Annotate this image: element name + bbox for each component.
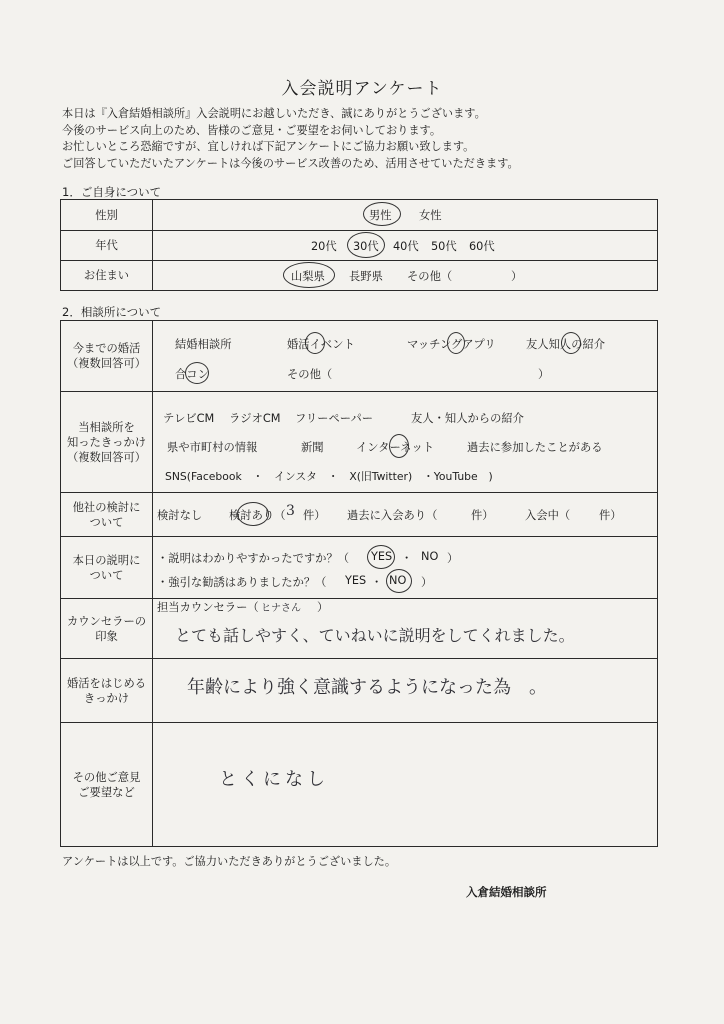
option-20s[interactable]: 20代 [311, 240, 337, 253]
intro-text [62, 106, 519, 172]
selection-circle [367, 545, 395, 569]
option-radio-cm[interactable]: ラジオCM [229, 412, 281, 425]
separator: ・ [401, 552, 413, 565]
option-30s[interactable]: 30代 [353, 240, 379, 253]
check-mark [389, 434, 409, 458]
label-line: カウンセラーの [66, 614, 147, 628]
option-past-member[interactable]: 過去に入会あり（ [347, 509, 438, 522]
question-pressure: ・強引な勧誘はありましたか？（ [157, 576, 327, 589]
handwritten-counselor-name: ヒナさん [261, 603, 301, 614]
option-not-considered[interactable]: 検討なし [157, 509, 203, 522]
label-line: （複数回答可） [66, 450, 147, 464]
separator: ・ [371, 576, 383, 589]
option-tv-cm[interactable]: テレビCM [163, 412, 215, 425]
answer-yes[interactable]: YES [345, 574, 367, 587]
comments-content [153, 723, 658, 847]
age-options [153, 231, 658, 261]
label-line: 今までの婚活 [72, 342, 141, 355]
other-agencies-options [153, 493, 658, 537]
option-other-close: ） [511, 270, 523, 283]
option-50s[interactable]: 50代 [431, 240, 457, 253]
label-line: ついて [89, 515, 124, 529]
selection-circle [283, 262, 335, 288]
option-considered[interactable]: 検討あり（ [229, 509, 286, 522]
explanation-label [61, 537, 153, 599]
selection-circle [347, 232, 385, 258]
section2-table [60, 320, 658, 847]
check-mark [447, 332, 465, 354]
option-60s[interactable]: 60代 [469, 240, 495, 253]
handwritten-reason: 年齢により強く意識するようになった為 。 [187, 677, 547, 698]
answer-yes[interactable]: YES [371, 550, 393, 563]
option-local-gov[interactable]: 県や市町村の情報 [167, 441, 258, 454]
handwritten-count: 3 [286, 503, 295, 519]
residence-label: お住まい [61, 261, 153, 291]
option-konkatsu-event[interactable]: 婚活イベント [287, 338, 355, 351]
handwritten-comments: とくになし [219, 769, 329, 790]
counselor-name-suffix: ） [317, 601, 329, 614]
question-clarity: ・説明はわかりやすかったですか？（ [157, 552, 350, 565]
intro-line: 今後のサービス向上のため、皆様のご意見・ご要望をお伺いしております。 [62, 123, 442, 137]
option-friend-intro[interactable]: 友人知人の紹介 [526, 338, 606, 351]
answer-no[interactable]: NO [421, 550, 439, 563]
label-line: 他社の検討に [72, 500, 141, 514]
close-paren: ） [421, 576, 433, 589]
selection-circle [363, 202, 401, 226]
label-line: ご要望など [78, 785, 135, 799]
answer-no[interactable]: NO [389, 574, 407, 587]
option-matching-app[interactable]: マッチングアプリ [407, 338, 496, 351]
trigger-options [153, 392, 658, 493]
comments-label [61, 723, 153, 847]
trigger-label [61, 392, 153, 493]
option-other-close: ） [538, 368, 550, 381]
intro-line: 本日は『入倉結婚相談所』入会説明にお越しいただき、誠にありがとうございます。 [62, 107, 486, 120]
option-friend[interactable]: 友人・知人からの紹介 [411, 412, 524, 425]
reason-content [153, 659, 658, 723]
label-line: 婚活をはじめる [66, 676, 147, 690]
label-line: 印象 [95, 629, 118, 643]
check-mark [305, 332, 325, 354]
page-title: 入会説明アンケート [281, 79, 443, 99]
label-line: 知ったきっかけ [66, 435, 147, 449]
option-free-paper[interactable]: フリーペーパー [295, 412, 374, 425]
activities-label [61, 321, 153, 392]
label-line: ついて [89, 568, 124, 582]
section1-heading: 1．ご自身について [62, 185, 162, 199]
organization-name: 入倉結婚相談所 [466, 885, 547, 899]
option-other[interactable]: その他（ [287, 368, 333, 381]
option-female[interactable]: 女性 [419, 209, 442, 222]
explanation-questions [153, 537, 658, 599]
footer-text: アンケートは以上です。ご協力いただきありがとうございました。 [62, 855, 397, 868]
option-internet[interactable]: インターネット [356, 441, 435, 454]
section1-table [60, 199, 658, 291]
option-male[interactable]: 男性 [369, 209, 392, 222]
option-newspaper[interactable]: 新聞 [301, 441, 324, 454]
option-current-member[interactable]: 入会中（ [525, 509, 571, 522]
other-agencies-label [61, 493, 153, 537]
option-nagano[interactable]: 長野県 [349, 270, 383, 283]
counselor-label [61, 599, 153, 659]
reason-label [61, 659, 153, 723]
count-close: 件） [599, 509, 622, 522]
option-sns[interactable]: SNS(Facebook ・ インスタ ・ X(旧Twitter) ・YouTube ) [165, 470, 493, 483]
option-marriage-agency[interactable]: 結婚相談所 [175, 338, 232, 351]
count-close: 件） [303, 509, 326, 522]
selection-circle [386, 569, 412, 593]
label-line: その他ご意見 [72, 770, 141, 784]
age-label: 年代 [61, 231, 153, 261]
option-past-participation[interactable]: 過去に参加したことがある [467, 441, 603, 454]
count-close: 件） [471, 509, 494, 522]
check-mark [185, 362, 209, 384]
counselor-content [153, 599, 658, 659]
check-mark [237, 502, 269, 526]
label-line: 当相談所を [78, 420, 135, 434]
activities-options [153, 321, 658, 392]
label-line: 本日の説明に [72, 553, 141, 567]
intro-line: お忙しいところ恐縮ですが、宜しければ下記アンケートにご協力お願い致します。 [62, 140, 475, 153]
close-paren: ） [447, 552, 459, 565]
handwritten-counselor-comment: とても話しやすく、ていねいに説明をしてくれました。 [175, 626, 575, 645]
option-other[interactable]: その他（ [407, 270, 453, 283]
option-40s[interactable]: 40代 [393, 240, 419, 253]
gender-options [153, 200, 658, 231]
option-goukon[interactable]: 合コン [175, 368, 209, 381]
residence-options [153, 261, 658, 291]
option-yamanashi[interactable]: 山梨県 [291, 270, 325, 283]
counselor-name-prefix: 担当カウンセラー（ [157, 601, 259, 614]
check-mark [561, 332, 581, 354]
intro-line: ご回答していただいたアンケートは今後のサービス改善のため、活用させていただきます。 [62, 156, 519, 170]
label-line: （複数回答可） [66, 357, 147, 370]
gender-label: 性別 [61, 200, 153, 231]
section2-heading: 2．相談所について [62, 305, 162, 319]
label-line: きっかけ [83, 691, 130, 705]
